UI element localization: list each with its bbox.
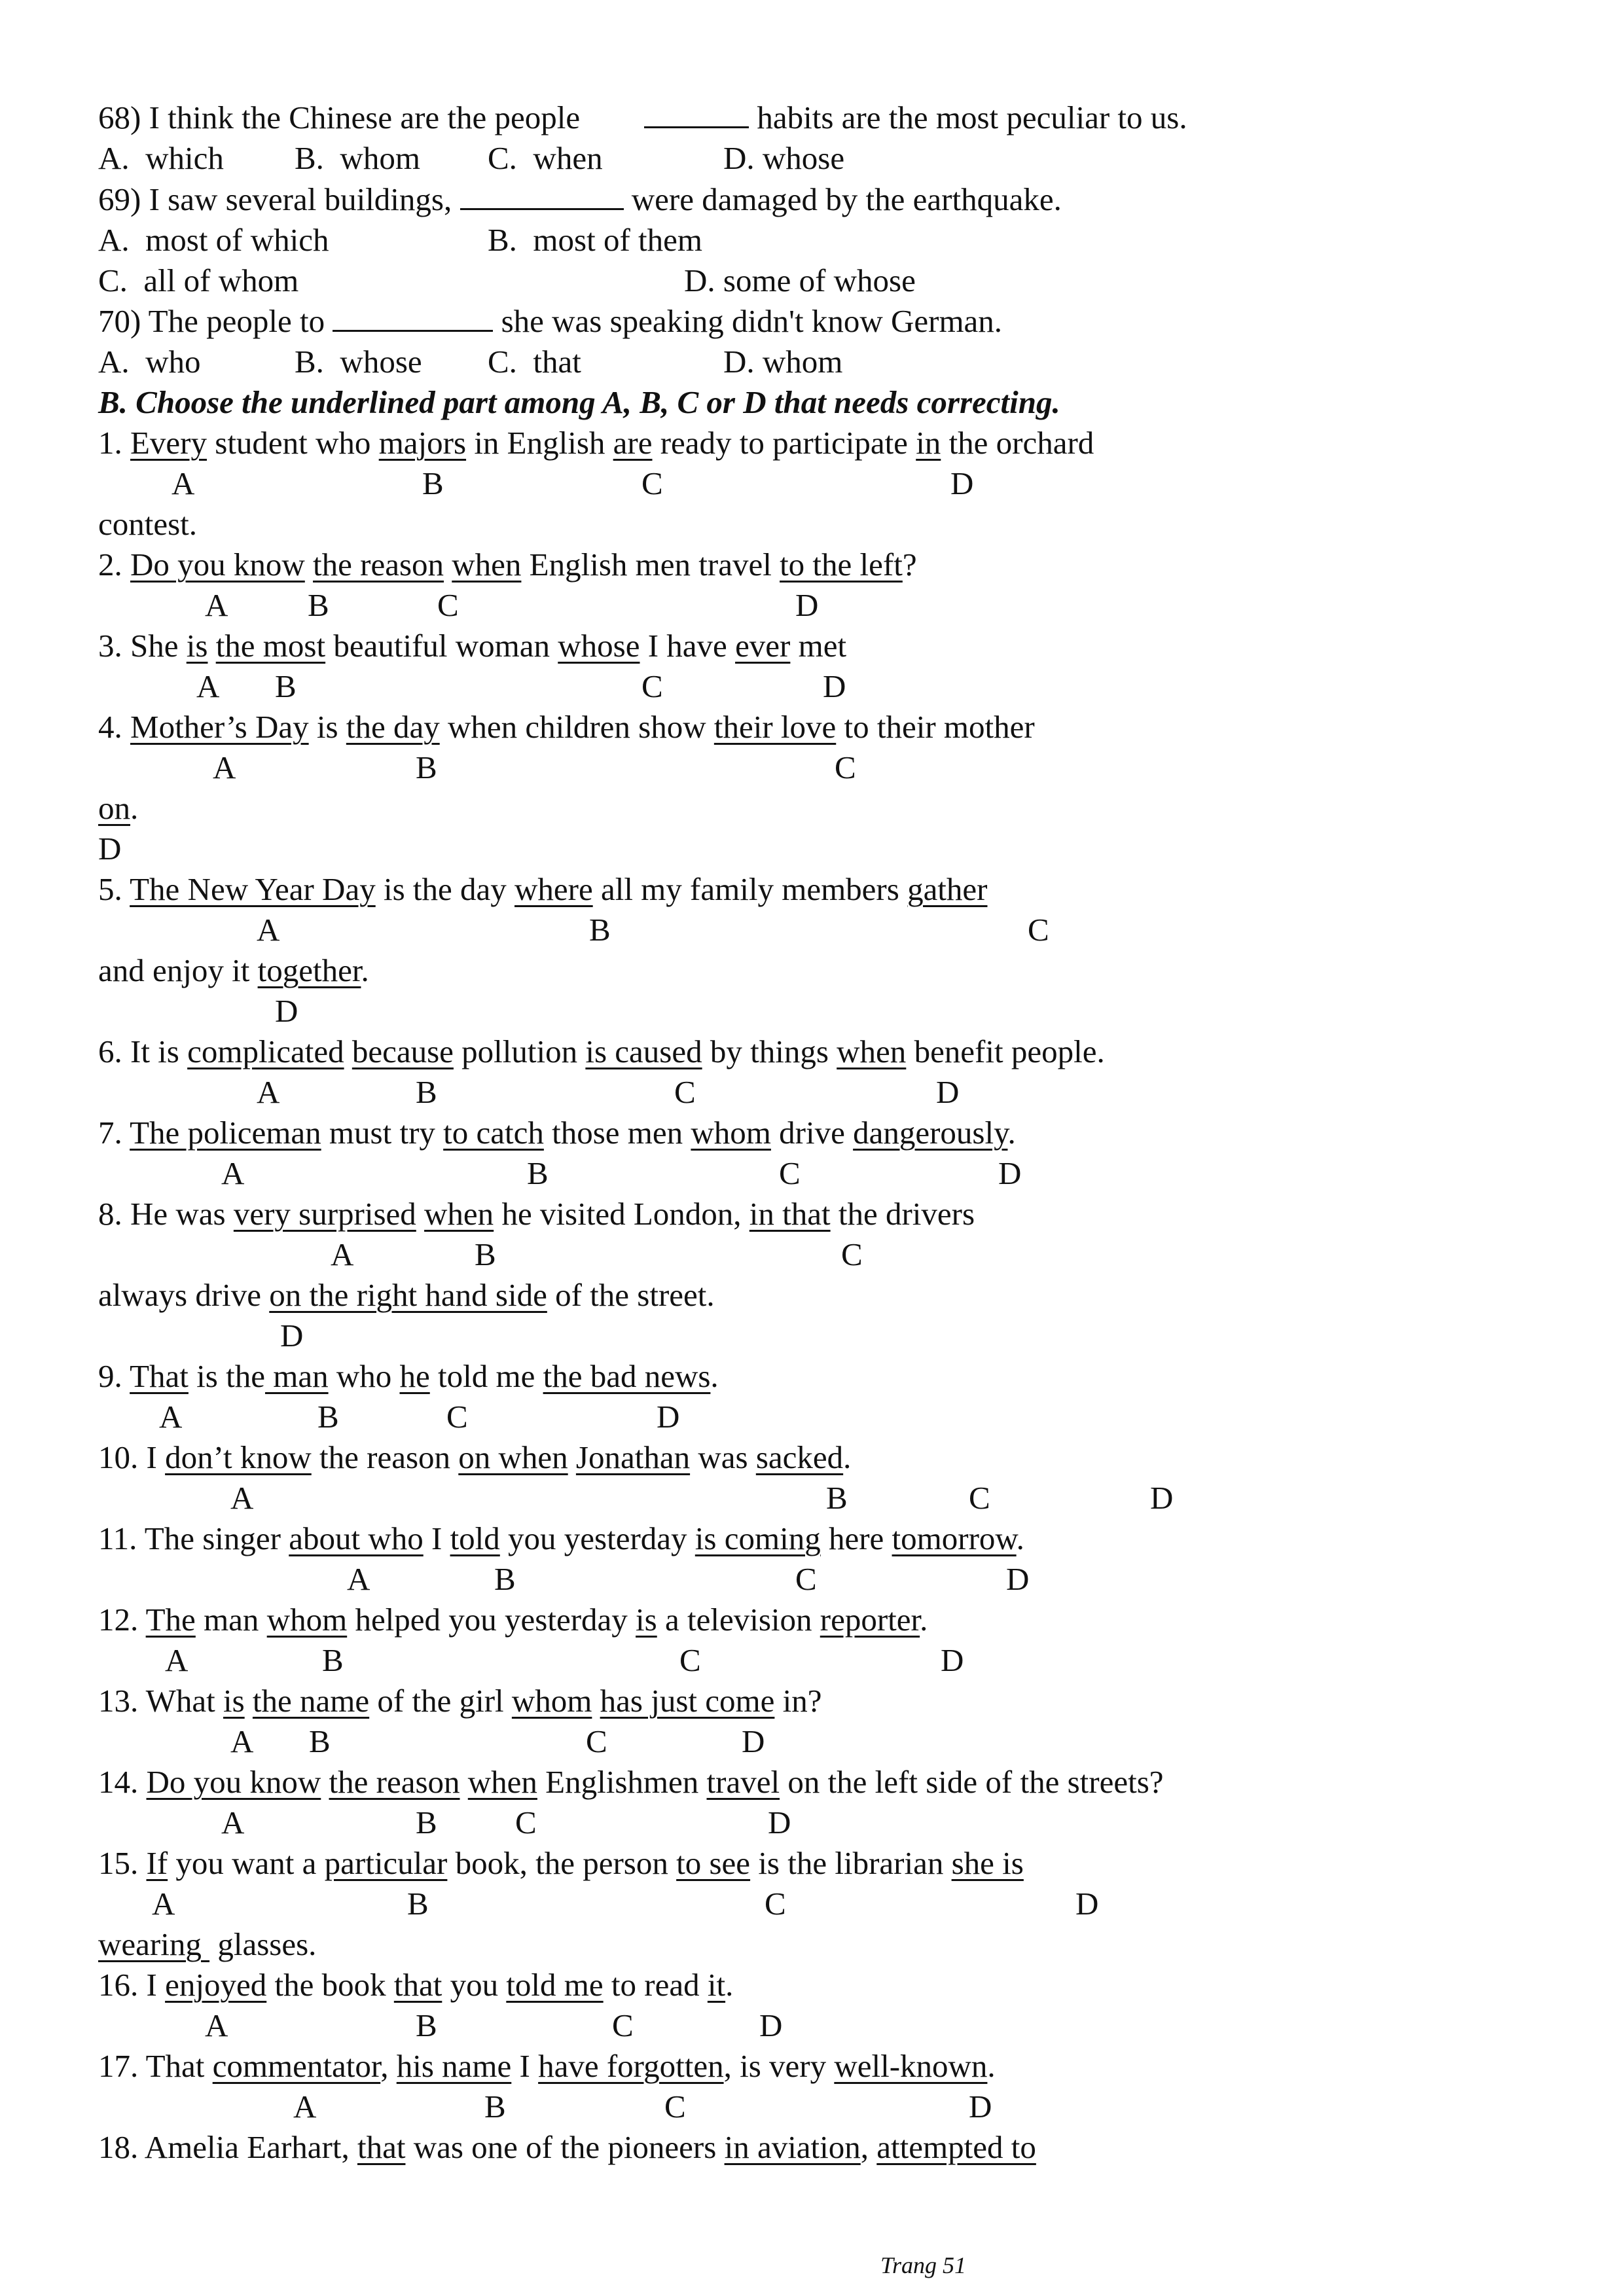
sentence-text: the drivers [830, 1196, 975, 1232]
sentence-text: 18. Amelia Earhart, [98, 2129, 357, 2165]
sentence-4-cont [98, 789, 138, 828]
s15-part-b: particular [324, 1845, 448, 1881]
sentence-text: glasses. [209, 1926, 317, 1962]
q68-option-c: C. when [488, 140, 603, 176]
q69-line [98, 180, 1062, 219]
s9-label-a: A [159, 1399, 183, 1435]
s2-part-c: when [452, 547, 522, 583]
q70-text-a: 70) The people to [98, 303, 325, 339]
s12-label-c: C [679, 1642, 701, 1678]
sentence-text: you want a [168, 1845, 325, 1881]
sentence-text: . [1016, 1520, 1024, 1556]
s8-part-b: when [424, 1196, 494, 1232]
s7-label-c: C [779, 1155, 801, 1191]
s7-part-a: The policeman [130, 1115, 321, 1151]
sentence-text [208, 628, 215, 664]
s13-part-a: is [223, 1683, 245, 1719]
sentence-text: to read [603, 1967, 708, 2003]
sentence-text: by things [702, 1033, 837, 1069]
s5-part-c: gather [907, 871, 988, 907]
s8-label-d: D [280, 1318, 304, 1354]
sentence-text: pollution [453, 1033, 586, 1069]
s17-part-d: well-known [834, 2048, 988, 2084]
s15-label-d: D [1075, 1886, 1099, 1922]
s4-part-c: their love [713, 709, 837, 745]
sentence-text: . [725, 1967, 734, 2003]
sentence-7 [98, 1113, 1016, 1153]
s5-label-a: A [257, 912, 280, 948]
s9-label-b: B [317, 1399, 339, 1435]
s3-part-c: whose [558, 628, 640, 664]
sentence-text: of the girl [369, 1683, 512, 1719]
s16-part-a: enjoyed [165, 1967, 267, 2003]
sentence-text: I [423, 1520, 450, 1556]
sentence-text: was one of the pioneers [405, 2129, 725, 2165]
s13-part-b: the name [252, 1683, 370, 1719]
q68-line [98, 98, 1187, 137]
s14-part-d: travel [706, 1764, 780, 1800]
sentence-text: in? [774, 1683, 822, 1719]
sentence-text: 11. The singer [98, 1520, 289, 1556]
s18-part-b: in aviation [724, 2129, 861, 2165]
s1-label-b: B [422, 465, 444, 501]
s9-part-a: That [130, 1358, 189, 1394]
sentence-6 [98, 1032, 1105, 1071]
sentence-text: here [820, 1520, 892, 1556]
sentence-text: 4. [98, 709, 130, 745]
s7-part-c: whom [691, 1115, 771, 1151]
s17-label-c: C [664, 2089, 686, 2125]
sentence-text: man [195, 1602, 267, 1638]
sentence-text: 10. I [98, 1439, 166, 1475]
sentence-text: 8. He was [98, 1196, 234, 1232]
s6-part-b: because [352, 1033, 454, 1069]
sentence-text: helped you yesterday [347, 1602, 636, 1638]
s17-part-a: commentator [212, 2048, 381, 2084]
s4-label-a: A [213, 749, 236, 785]
sentence-text: must try [321, 1115, 444, 1151]
sentence-text: to their mother [836, 709, 1035, 745]
sentence-1 [98, 423, 1094, 463]
s6-label-a: A [257, 1074, 280, 1110]
s11-label-b: B [494, 1561, 516, 1597]
sentence-text: who [328, 1358, 400, 1394]
sentence-9 [98, 1357, 719, 1396]
sentence-text: all my family members [592, 871, 908, 907]
sentence-text [460, 1764, 468, 1800]
s8-part-a: very surprised [233, 1196, 416, 1232]
sentence-text: 6. It is [98, 1033, 188, 1069]
sentence-text: wearing [98, 1926, 210, 1962]
s4-part-d: on [98, 790, 130, 826]
section-b-heading: B. Choose the underlined part among A, B, C or D that needs correcting. [98, 384, 1060, 420]
sentence-text: , [380, 2048, 397, 2084]
sentence-text: benefit people. [906, 1033, 1105, 1069]
sentence-5-cont [98, 951, 369, 990]
s13-label-c: C [586, 1723, 607, 1759]
s11-label-d: D [1006, 1561, 1030, 1597]
s15-label-a: A [152, 1886, 175, 1922]
sentence-text: I [511, 2048, 539, 2084]
s12-part-b: whom [266, 1602, 348, 1638]
s12-part-c: is [636, 1602, 657, 1638]
q68-option-a: A. which [98, 140, 224, 176]
s13-part-d: has just come [600, 1683, 775, 1719]
q68-text-b: habits are the most peculiar to us. [757, 99, 1187, 135]
s14-label-c: C [515, 1804, 537, 1840]
s3-part-b: the most [215, 628, 326, 664]
s4-label-b: B [416, 749, 437, 785]
s6-part-a: complicated [187, 1033, 344, 1069]
sentence-text [592, 1683, 600, 1719]
sentence-text: I have [640, 628, 736, 664]
sentence-text: drive [770, 1115, 854, 1151]
s14-part-b: the reason [329, 1764, 460, 1800]
s17-label-a: A [293, 2089, 317, 2125]
s2-label-a: A [205, 587, 228, 623]
sentence-text: told me [429, 1358, 543, 1394]
s5-label-d: D [275, 993, 298, 1029]
q70-option-d: D. whom [723, 344, 843, 380]
sentence-text: student who [207, 425, 379, 461]
s10-label-c: C [969, 1480, 990, 1516]
sentence-text: met [790, 628, 847, 664]
q69-option-d: D. some of whose [684, 262, 916, 298]
sentence-text: of the street. [547, 1277, 715, 1313]
sentence-text: book, the person [447, 1845, 677, 1881]
sentence-text: 7. [98, 1115, 130, 1151]
s6-part-d: when [837, 1033, 907, 1069]
s14-part-a: Do you know [146, 1764, 321, 1800]
sentence-text: 15. [98, 1845, 147, 1881]
s10-part-c: Jonathan [575, 1439, 691, 1475]
sentence-text: 12. [98, 1602, 146, 1638]
s9-part-b: man [264, 1358, 329, 1394]
sentence-text: 3. She [98, 628, 187, 664]
s16-label-c: C [612, 2007, 634, 2043]
s4-label-c: C [835, 749, 856, 785]
s18-part-a: that [357, 2129, 406, 2165]
sentence-11 [98, 1519, 1024, 1558]
s13-label-b: B [309, 1723, 331, 1759]
sentence-text: , is very [723, 2048, 835, 2084]
s3-part-a: is [186, 628, 208, 664]
s1-label-a: A [171, 465, 195, 501]
q69-option-c: C. all of whom [98, 262, 299, 298]
sentence-text: 13. What [98, 1683, 223, 1719]
sentence-text: those men [543, 1115, 691, 1151]
q70-blank [333, 302, 493, 332]
sentence-text: . [710, 1358, 719, 1394]
s4-part-b: the day [346, 709, 440, 745]
s5-part-d: together [257, 952, 361, 988]
sentence-text: and enjoy it [98, 952, 258, 988]
q69-option-b: B. most of them [488, 222, 703, 258]
s1-label-c: C [641, 465, 663, 501]
s17-part-b: his name [396, 2048, 512, 2084]
s10-part-d: sacked [755, 1439, 844, 1475]
sentence-text: 2. [98, 547, 130, 583]
s8-label-b: B [475, 1236, 496, 1272]
sentence-text [416, 1196, 424, 1232]
sentence-text: a television [657, 1602, 820, 1638]
s10-part-a: don’t know [165, 1439, 312, 1475]
sentence-text: you [442, 1967, 507, 2003]
s8-part-d: on the right hand side [269, 1277, 547, 1313]
sentence-17 [98, 2047, 996, 2086]
sentence-text: when children show [439, 709, 714, 745]
sentence-text: 9. [98, 1358, 130, 1394]
s6-label-c: C [674, 1074, 696, 1110]
q68-blank [644, 99, 749, 128]
s1-part-d: in [916, 425, 941, 461]
sentence-text: . [987, 2048, 996, 2084]
s11-part-a: about who [289, 1520, 424, 1556]
s1-part-a: Every [130, 425, 207, 461]
q69-blank [460, 181, 624, 210]
s6-label-b: B [416, 1074, 437, 1110]
s7-part-d: dangerously [853, 1115, 1008, 1151]
sentence-text: . [920, 1602, 928, 1638]
s4-label-d: D [98, 831, 122, 867]
sentence-text: Englishmen [537, 1764, 707, 1800]
s3-label-b: B [275, 668, 297, 704]
q68-option-b: B. whom [295, 140, 420, 176]
sentence-text [321, 1764, 329, 1800]
sentence-3 [98, 626, 846, 666]
sentence-text: . [130, 790, 139, 826]
q69-text-b: were damaged by the earthquake. [631, 181, 1062, 217]
s15-label-c: C [765, 1886, 786, 1922]
s8-part-c: in that [749, 1196, 831, 1232]
s16-part-d: it [707, 1967, 726, 2003]
s16-label-b: B [416, 2007, 437, 2043]
s16-label-d: D [759, 2007, 783, 2043]
sentence-text: ready to participate [652, 425, 916, 461]
sentence-text: is the librarian [750, 1845, 952, 1881]
sentence-text: . [361, 952, 369, 988]
sentence-18 [98, 2128, 1036, 2167]
sentence-15-cont [98, 1925, 316, 1964]
s6-part-c: is caused [585, 1033, 702, 1069]
s16-label-a: A [205, 2007, 228, 2043]
s7-label-a: A [221, 1155, 245, 1191]
s1-label-d: D [950, 465, 974, 501]
s16-part-c: told me [506, 1967, 604, 2003]
s4-part-a: Mother’s Day [130, 709, 309, 745]
sentence-1-cont: contest. [98, 506, 198, 542]
sentence-text [245, 1683, 253, 1719]
sentence-text: you yesterday [499, 1520, 695, 1556]
s12-label-b: B [322, 1642, 344, 1678]
s7-part-b: to catch [443, 1115, 544, 1151]
sentence-text: 1. [98, 425, 130, 461]
s17-label-b: B [484, 2089, 506, 2125]
sentence-10 [98, 1438, 851, 1477]
q70-line [98, 302, 1002, 341]
sentence-5 [98, 870, 988, 909]
sentence-text: , [860, 2129, 877, 2165]
s8-label-a: A [331, 1236, 354, 1272]
s1-part-c: are [613, 425, 653, 461]
q68-option-d: D. whose [723, 140, 845, 176]
s12-label-d: D [941, 1642, 964, 1678]
s11-part-b: told [450, 1520, 500, 1556]
s11-label-c: C [795, 1561, 817, 1597]
s2-part-b: the reason [313, 547, 444, 583]
sentence-text: the reason [311, 1439, 459, 1475]
sentence-text: 17. That [98, 2048, 213, 2084]
sentence-text: was [690, 1439, 756, 1475]
s12-part-d: reporter [820, 1602, 920, 1638]
s13-label-d: D [742, 1723, 765, 1759]
sentence-14 [98, 1763, 1164, 1802]
sentence-text: ? [902, 547, 917, 583]
s2-label-c: C [437, 587, 459, 623]
sentence-text: always drive [98, 1277, 270, 1313]
s17-label-d: D [969, 2089, 992, 2125]
sentence-15 [98, 1844, 1024, 1883]
sentence-2 [98, 545, 917, 584]
s5-label-c: C [1028, 912, 1049, 948]
sentence-text: the book [266, 1967, 394, 2003]
sentence-text: . [843, 1439, 852, 1475]
s6-label-d: D [936, 1074, 960, 1110]
s9-part-d: the bad news [543, 1358, 711, 1394]
s14-label-a: A [221, 1804, 245, 1840]
sentence-text: on the left side of the streets? [780, 1764, 1164, 1800]
sentence-text: . [1007, 1115, 1016, 1151]
s14-label-d: D [768, 1804, 791, 1840]
sentence-8 [98, 1194, 975, 1234]
s12-part-a: The [145, 1602, 196, 1638]
s3-part-d: ever [735, 628, 791, 664]
s8-label-c: C [841, 1236, 863, 1272]
page-number: Trang 51 [880, 2252, 967, 2278]
q70-option-c: C. that [488, 344, 581, 380]
s10-part-b: on when [458, 1439, 568, 1475]
s3-label-d: D [823, 668, 846, 704]
s5-part-a: The New Year Day [130, 871, 376, 907]
s11-label-a: A [347, 1561, 370, 1597]
sentence-text [568, 1439, 576, 1475]
q68-text-a: 68) I think the Chinese are the people [98, 99, 581, 135]
s12-label-a: A [165, 1642, 189, 1678]
s11-part-d: tomorrow [892, 1520, 1017, 1556]
s1-part-b: majors [378, 425, 467, 461]
s9-label-c: C [446, 1399, 468, 1435]
s9-label-d: D [657, 1399, 680, 1435]
s15-part-a: If [146, 1845, 168, 1881]
sentence-13 [98, 1681, 822, 1721]
s5-part-b: where [514, 871, 593, 907]
sentence-text: is [308, 709, 346, 745]
s17-part-c: have forgotten [538, 2048, 724, 2084]
s14-part-c: when [467, 1764, 537, 1800]
q69-option-a: A. most of which [98, 222, 329, 258]
sentence-text [444, 547, 452, 583]
s10-label-b: B [826, 1480, 848, 1516]
s15-part-d: she is [951, 1845, 1024, 1881]
s14-label-b: B [416, 1804, 437, 1840]
s7-label-b: B [527, 1155, 549, 1191]
s10-label-a: A [230, 1480, 254, 1516]
s15-part-c: to see [676, 1845, 751, 1881]
s2-part-d: to the left [780, 547, 903, 583]
q70-option-a: A. who [98, 344, 201, 380]
s2-label-b: B [308, 587, 329, 623]
sentence-12 [98, 1600, 928, 1640]
sentence-16 [98, 1965, 733, 2005]
s3-label-c: C [641, 668, 663, 704]
s10-label-d: D [1150, 1480, 1174, 1516]
sentence-text: is the day [375, 871, 514, 907]
sentence-text: English men travel [521, 547, 780, 583]
sentence-text: 5. [98, 871, 130, 907]
sentence-text: 14. [98, 1764, 147, 1800]
s2-part-a: Do you know [130, 547, 305, 583]
s7-label-d: D [998, 1155, 1022, 1191]
s18-part-c: attempted to [876, 2129, 1036, 2165]
sentence-text: in English [466, 425, 613, 461]
sentence-text: the orchard [941, 425, 1094, 461]
sentence-text: he visited London, [494, 1196, 749, 1232]
s2-label-d: D [795, 587, 819, 623]
q69-text-a: 69) I saw several buildings, [98, 181, 452, 217]
s16-part-b: that [393, 1967, 442, 2003]
sentence-text [305, 547, 313, 583]
q70-text-b: she was speaking didn't know German. [501, 303, 1003, 339]
s3-label-a: A [196, 668, 220, 704]
s13-label-a: A [230, 1723, 254, 1759]
s15-label-b: B [407, 1886, 429, 1922]
sentence-4 [98, 708, 1035, 747]
s5-label-b: B [589, 912, 611, 948]
s9-part-c: he [399, 1358, 430, 1394]
sentence-text: is the [188, 1358, 265, 1394]
s13-part-c: whom [511, 1683, 592, 1719]
s11-part-c: is coming [695, 1520, 821, 1556]
sentence-text: 16. I [98, 1967, 166, 2003]
sentence-8-cont [98, 1276, 715, 1315]
sentence-text [344, 1033, 352, 1069]
sentence-text: beautiful woman [325, 628, 558, 664]
q70-option-b: B. whose [295, 344, 422, 380]
